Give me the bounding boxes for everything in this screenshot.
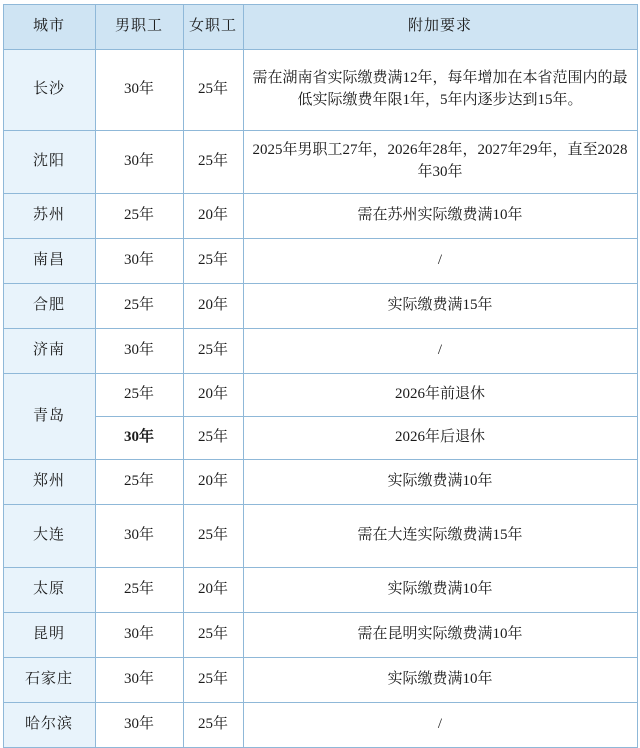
- column-header-male: 男职工: [95, 5, 183, 50]
- table-body: [3, 50, 637, 748]
- cell-male-years: 25年: [95, 374, 183, 417]
- table-row: [3, 505, 637, 568]
- cell-extra-requirement: 实际缴费满15年: [243, 284, 637, 329]
- cell-female-years: 25年: [183, 658, 243, 703]
- cell-female-years: 20年: [183, 284, 243, 329]
- cell-city: 南昌: [3, 239, 95, 284]
- cell-female-years: 25年: [183, 703, 243, 748]
- column-header-extra: 附加要求: [243, 5, 637, 50]
- table-row: [3, 50, 637, 131]
- cell-city: 哈尔滨: [3, 703, 95, 748]
- cell-city: 沈阳: [3, 131, 95, 194]
- cell-female-years: 20年: [183, 194, 243, 239]
- table-row: [3, 658, 637, 703]
- cell-city: 青岛: [3, 374, 95, 460]
- table-row: [3, 613, 637, 658]
- cell-male-years: 30年: [95, 417, 183, 460]
- cell-city: 石家庄: [3, 658, 95, 703]
- table-row: [3, 329, 637, 374]
- cell-city: 苏州: [3, 194, 95, 239]
- cell-extra-requirement: /: [243, 703, 637, 748]
- cell-male-years: 30年: [95, 329, 183, 374]
- cell-male-years: 30年: [95, 658, 183, 703]
- cell-male-years: 30年: [95, 50, 183, 131]
- cell-male-years: 30年: [95, 239, 183, 284]
- cell-extra-requirement: 2026年前退休: [243, 374, 637, 417]
- cell-male-years: 30年: [95, 505, 183, 568]
- table-row: [3, 194, 637, 239]
- cell-male-years: 25年: [95, 460, 183, 505]
- cell-extra-requirement: 需在湖南省实际缴费满12年，每年增加在本省范围内的最低实际缴费年限1年，5年内逐步达到15年。: [243, 50, 637, 131]
- cell-extra-requirement: 实际缴费满10年: [243, 658, 637, 703]
- cell-female-years: 25年: [183, 50, 243, 131]
- table-header-row: [3, 5, 637, 50]
- table-row: [3, 131, 637, 194]
- cell-city: 昆明: [3, 613, 95, 658]
- cell-city: 合肥: [3, 284, 95, 329]
- cell-male-years: 30年: [95, 131, 183, 194]
- cell-female-years: 20年: [183, 374, 243, 417]
- cell-extra-requirement: 2026年后退休: [243, 417, 637, 460]
- cell-male-years: 30年: [95, 613, 183, 658]
- cell-female-years: 20年: [183, 568, 243, 613]
- table-row: [3, 417, 637, 460]
- cell-extra-requirement: /: [243, 239, 637, 284]
- cell-male-years: 25年: [95, 568, 183, 613]
- cell-female-years: 25年: [183, 239, 243, 284]
- column-header-female: 女职工: [183, 5, 243, 50]
- cell-city: 郑州: [3, 460, 95, 505]
- cell-female-years: 25年: [183, 505, 243, 568]
- table-row: [3, 568, 637, 613]
- cell-male-years: 25年: [95, 194, 183, 239]
- cell-extra-requirement: /: [243, 329, 637, 374]
- cell-female-years: 25年: [183, 613, 243, 658]
- table-row: [3, 703, 637, 748]
- table-row: [3, 460, 637, 505]
- table-row: [3, 284, 637, 329]
- cell-city: 太原: [3, 568, 95, 613]
- cell-extra-requirement: 2025年男职工27年，2026年28年，2027年29年，直至2028年30年: [243, 131, 637, 194]
- cell-female-years: 25年: [183, 131, 243, 194]
- table-row: [3, 239, 637, 284]
- table-row: [3, 374, 637, 417]
- cell-city: 长沙: [3, 50, 95, 131]
- cell-extra-requirement: 实际缴费满10年: [243, 460, 637, 505]
- pension-requirements-table: [3, 4, 638, 748]
- cell-male-years: 25年: [95, 284, 183, 329]
- cell-extra-requirement: 需在大连实际缴费满15年: [243, 505, 637, 568]
- cell-female-years: 25年: [183, 329, 243, 374]
- cell-city: 大连: [3, 505, 95, 568]
- cell-extra-requirement: 需在苏州实际缴费满10年: [243, 194, 637, 239]
- table-header: [3, 5, 637, 50]
- cell-extra-requirement: 实际缴费满10年: [243, 568, 637, 613]
- column-header-city: 城市: [3, 5, 95, 50]
- cell-extra-requirement: 需在昆明实际缴费满10年: [243, 613, 637, 658]
- cell-city: 济南: [3, 329, 95, 374]
- cell-male-years: 30年: [95, 703, 183, 748]
- cell-female-years: 20年: [183, 460, 243, 505]
- cell-female-years: 25年: [183, 417, 243, 460]
